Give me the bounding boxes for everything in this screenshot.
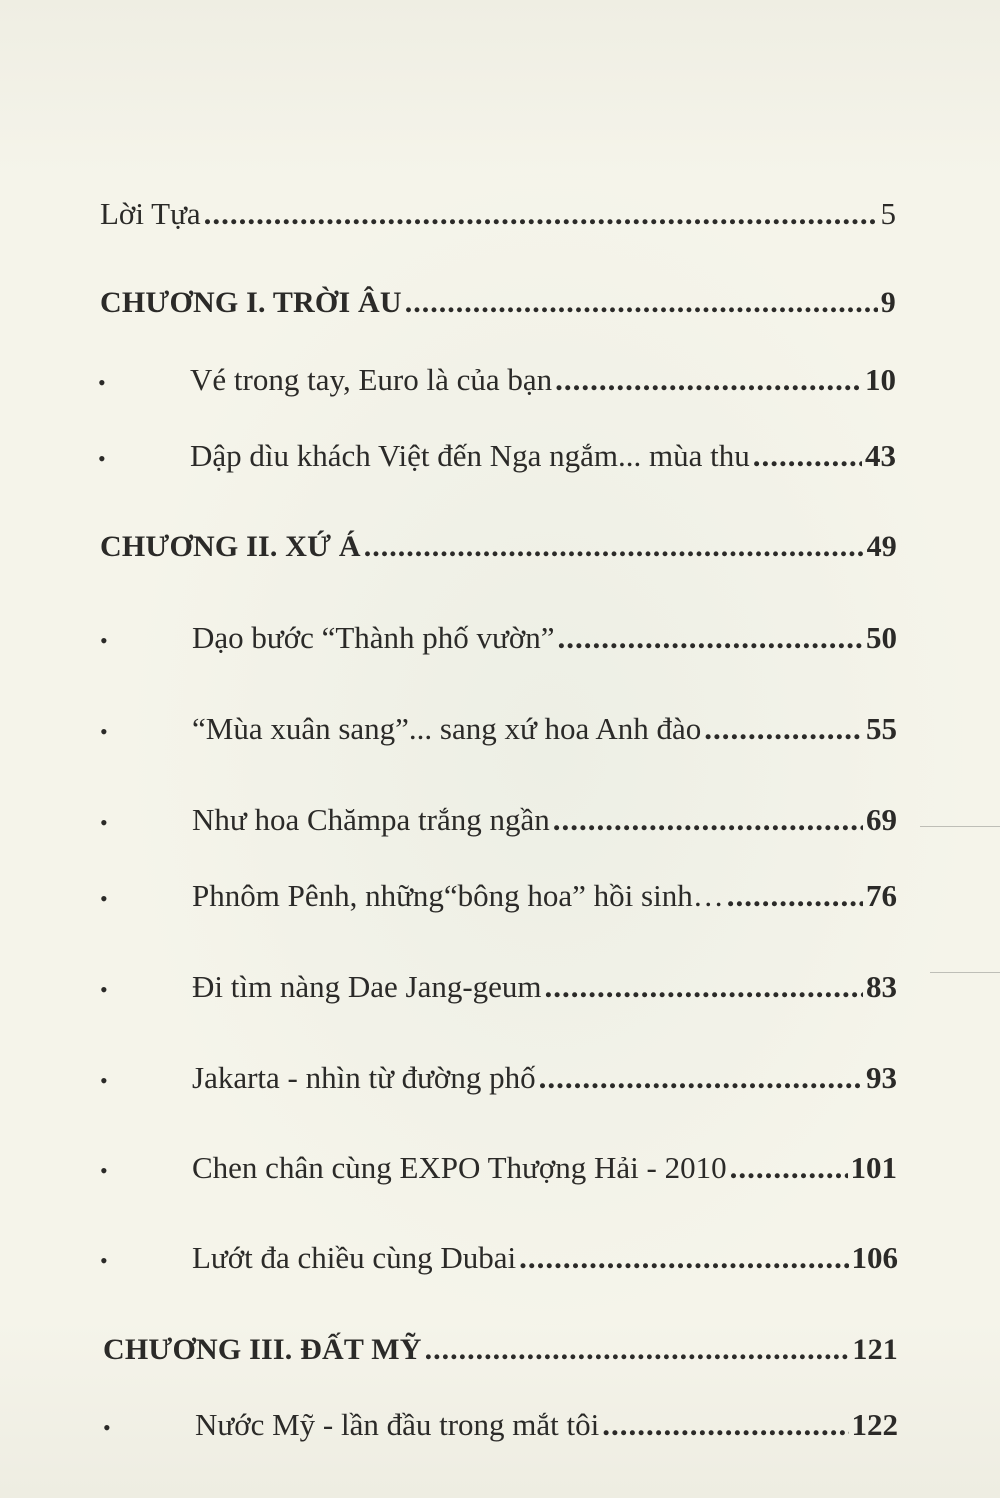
toc-entry	[98, 360, 896, 400]
bullet-icon: •	[98, 446, 106, 471]
toc-entry-preface	[100, 194, 896, 234]
toc-leader-dots	[425, 1330, 850, 1370]
toc-leader-dots	[558, 618, 863, 658]
toc-leader-dots	[405, 283, 878, 323]
toc-entry-title: Như hoa Chămpa trắng ngần	[192, 802, 550, 837]
toc-entry	[100, 1058, 897, 1098]
toc-entry-title: Lướt đa chiều cùng Dubai	[192, 1240, 517, 1275]
toc-entry-title: Vé trong tay, Euro là của bạn	[190, 362, 553, 397]
toc-entry-title: Lời Tựa	[100, 196, 201, 231]
toc-leader-dots	[545, 967, 863, 1007]
toc-leader-dots	[555, 360, 862, 400]
toc-page-number: 93	[866, 1060, 897, 1095]
toc-chapter-title: CHƯƠNG II. XỨ Á	[100, 530, 361, 563]
toc-entry-title: Nước Mỹ - lần đầu trong mắt tôi	[195, 1407, 600, 1442]
toc-page-number: 55	[866, 711, 897, 746]
toc-page-number: 121	[852, 1333, 898, 1366]
toc-page-number: 49	[866, 530, 897, 563]
toc-entry-title: Dập dìu khách Việt đến Nga ngắm... mùa thu	[190, 438, 750, 473]
bullet-icon: •	[100, 628, 108, 653]
toc-chapter-title: CHƯƠNG I. TRỜI ÂU	[100, 286, 402, 319]
toc-page-number: 83	[866, 969, 897, 1004]
toc-leader-dots	[204, 194, 878, 234]
toc-chapter-heading	[100, 527, 897, 567]
toc-page-number: 106	[851, 1240, 898, 1275]
toc-leader-dots	[553, 800, 863, 840]
toc-entry-title: Đi tìm nàng Dae Jang-geum	[192, 969, 542, 1004]
toc-entry	[100, 1238, 898, 1278]
toc-leader-dots	[519, 1238, 848, 1278]
toc-chapter-title: CHƯƠNG III. ĐẤT MỸ	[103, 1333, 422, 1366]
bullet-icon: •	[100, 1068, 108, 1093]
bullet-icon: •	[100, 886, 108, 911]
bullet-icon: •	[98, 370, 106, 395]
toc-leader-dots	[727, 876, 863, 916]
bullet-icon: •	[100, 1248, 108, 1273]
toc-entry	[100, 618, 897, 658]
toc-chapter-heading	[103, 1330, 898, 1370]
toc-entry-title: “Mùa xuân sang”... sang xứ hoa Anh đào	[192, 711, 702, 746]
toc-entry-title: Dạo bước “Thành phố vườn”	[192, 620, 555, 655]
toc-page-number: 69	[866, 802, 897, 837]
toc-entry-title: Chen chân cùng EXPO Thượng Hải - 2010	[192, 1150, 727, 1185]
toc-leader-dots	[704, 709, 863, 749]
toc-entry	[100, 800, 897, 840]
bullet-icon: •	[100, 977, 108, 1002]
toc-leader-dots	[602, 1405, 848, 1445]
toc-page-number: 10	[865, 362, 896, 397]
toc-entry	[98, 436, 896, 476]
toc-page-number: 50	[866, 620, 897, 655]
toc-entry	[100, 1148, 897, 1188]
toc-leader-dots	[730, 1148, 848, 1188]
bullet-icon: •	[100, 1158, 108, 1183]
toc-page-number: 43	[865, 438, 896, 473]
toc-leader-dots	[364, 527, 864, 567]
toc-page-number: 5	[880, 196, 896, 231]
toc-leader-dots	[539, 1058, 863, 1098]
toc-page-number: 9	[880, 286, 896, 319]
bullet-icon: •	[100, 810, 108, 835]
toc-leader-dots	[753, 436, 862, 476]
toc-page-number: 122	[851, 1407, 898, 1442]
toc-entry	[100, 967, 897, 1007]
bullet-icon: •	[100, 719, 108, 744]
bullet-icon: •	[103, 1415, 111, 1440]
toc-entry-title: Phnôm Pênh, những“bông hoa” hồi sinh…	[192, 878, 724, 913]
toc-chapter-heading	[100, 283, 896, 323]
toc-page-number: 101	[850, 1150, 897, 1185]
toc-entry	[103, 1405, 898, 1445]
toc-entry	[100, 709, 897, 749]
toc-page-number: 76	[866, 878, 897, 913]
toc-entry	[100, 876, 897, 916]
toc-entry-title: Jakarta - nhìn từ đường phố	[192, 1060, 536, 1095]
